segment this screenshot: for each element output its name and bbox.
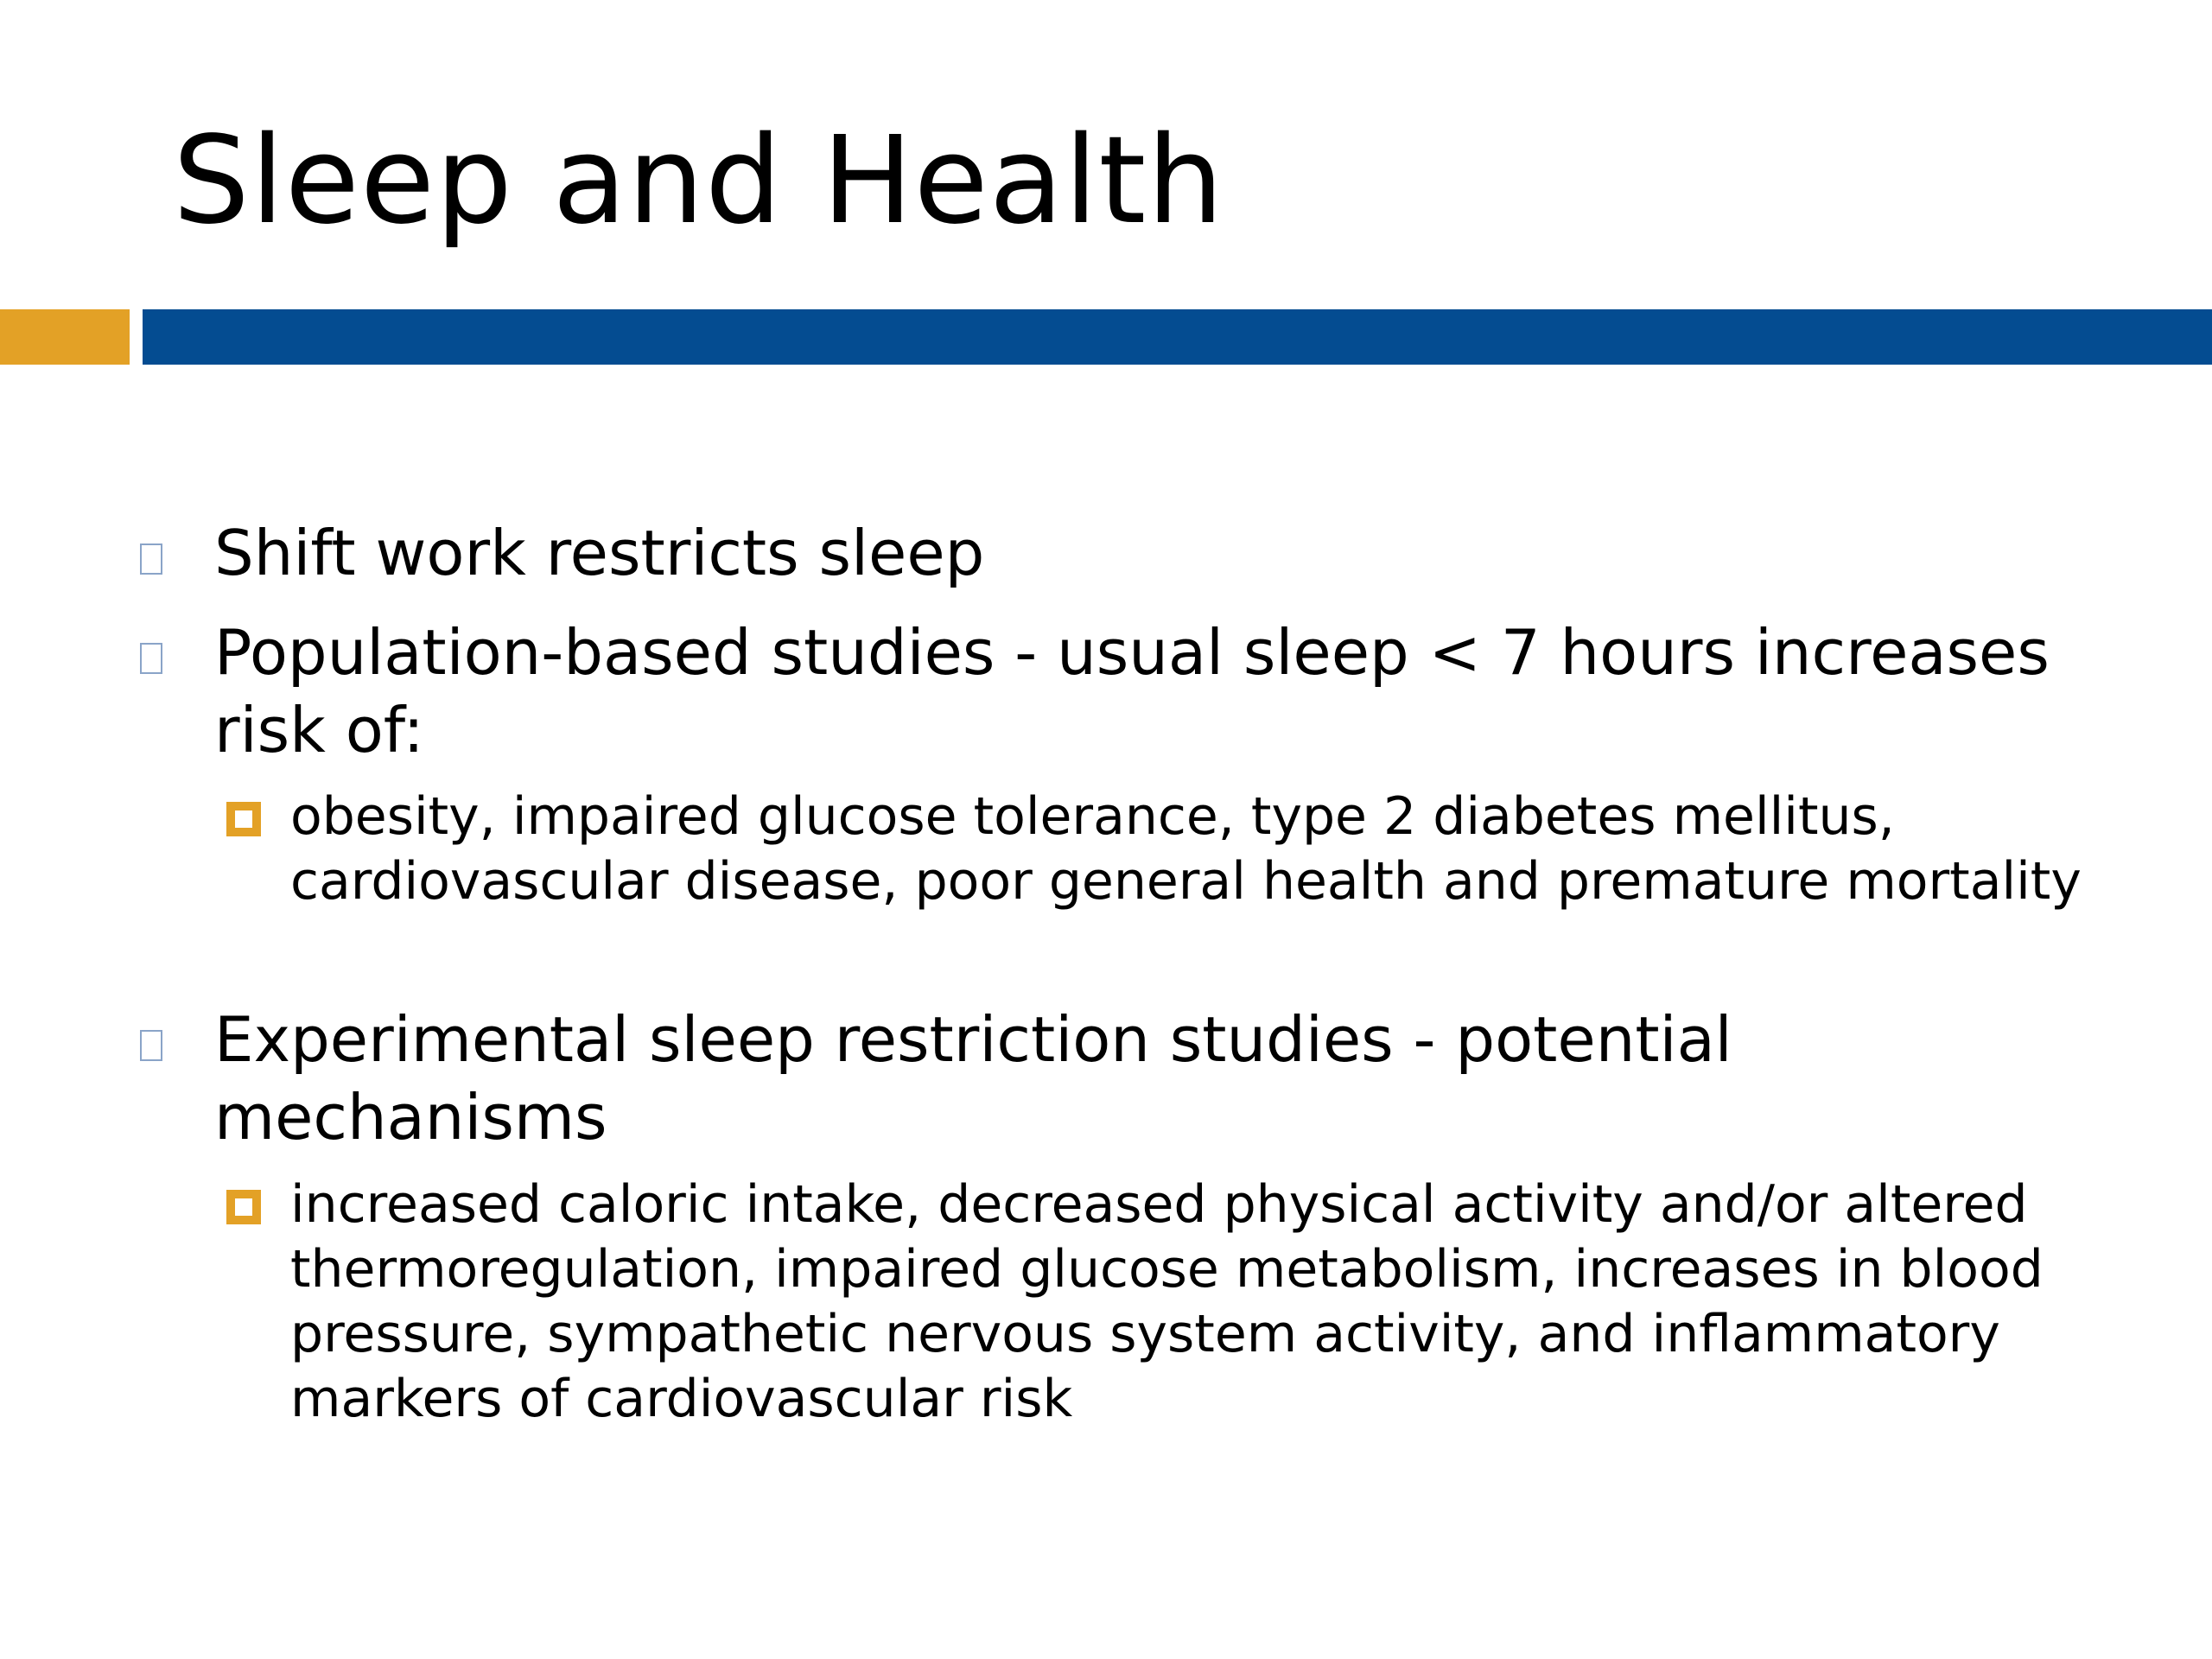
sub-bullet-marker-icon	[226, 802, 261, 836]
bullet-text: Population-based studies - usual sleep < 7 hours increases risk of:	[214, 616, 2050, 766]
bullet-text: Experimental sleep restriction studies - potential mechanisms	[214, 1003, 1732, 1154]
sub-bullet-text: increased caloric intake, decreased physical activity and/or altered thermoregulation, impaired glucose metabolism, increases in blood pressure, sympathetic nervous system activity, and inflammatory markers of cardiovascular risk	[290, 1174, 2044, 1429]
bullet-text: Shift work restricts sleep	[214, 517, 985, 589]
sub-bullet-text: obesity, impaired glucose tolerance, type 2 diabetes mellitus, cardiovascular disease, poor general health and premature mortality	[290, 786, 2082, 912]
bullet-marker-icon	[140, 543, 162, 575]
bullet-marker-icon	[140, 1030, 162, 1061]
sub-bullet-marker-icon	[226, 1190, 261, 1224]
slide-title: Sleep and Health	[173, 111, 1225, 251]
bullet-marker-icon	[140, 643, 162, 674]
